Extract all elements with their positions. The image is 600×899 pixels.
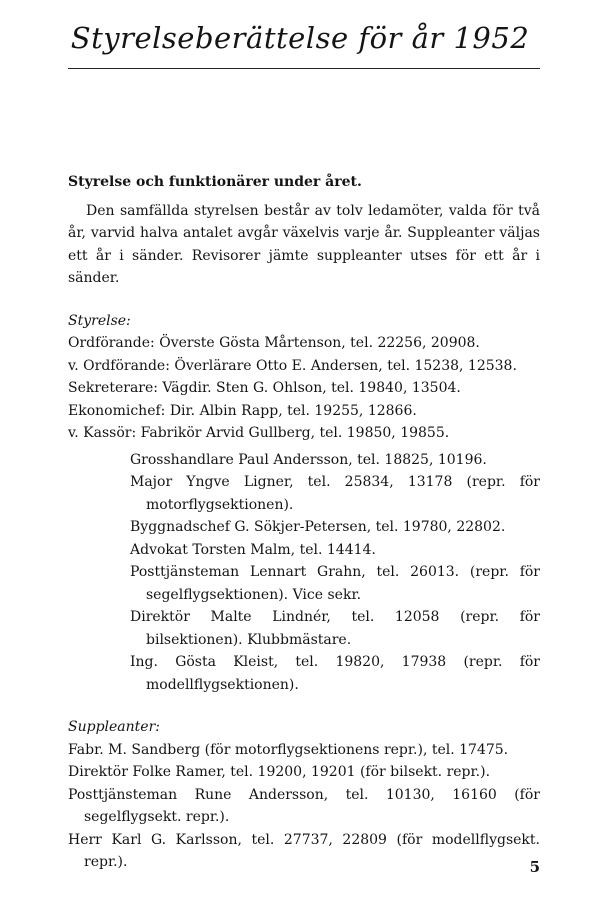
- officer-entry: v. Kassör: Fabrikör Arvid Gullberg, tel. 19850, 19855.: [68, 425, 450, 441]
- member-entry: Byggnadschef G. Sökjer-Petersen, tel. 19780, 22802.: [130, 519, 506, 535]
- member-entry: Posttjänsteman Lennart Grahn, tel. 26013. (repr. för segelflygsektionen). Vice sekr.: [130, 564, 540, 603]
- deputy-entry: Posttjänsteman Rune Andersson, tel. 10130, 16160 (för segelflygsekt. repr.).: [68, 786, 540, 825]
- officers-list: [68, 332, 540, 445]
- page-title: Styrelseberättelse för år 1952: [70, 21, 530, 55]
- document-body: [68, 171, 540, 874]
- officer-entry: Ekonomichef: Dir. Albin Rapp, tel. 19255, 12866.: [68, 402, 417, 419]
- member-entry: Major Yngve Ligner, tel. 25834, 13178 (repr. för motorflygsektionen).: [130, 474, 540, 513]
- deputy-entry: Herr Karl G. Karlsson, tel. 27737, 22809 (för modellflygsekt. repr.).: [68, 831, 540, 870]
- member-entry: Advokat Torsten Malm, tel. 14414.: [130, 541, 376, 558]
- deputies-list: [68, 739, 540, 874]
- officer-entry: Ordförande: Överste Gösta Mårtenson, tel. 22256, 20908.: [68, 335, 480, 351]
- officer-entry: Sekreterare: Vägdir. Sten G. Ohlson, tel. 19840, 13504.: [68, 380, 461, 396]
- board-label: Styrelse:: [68, 312, 131, 329]
- officer-entry: v. Ordförande: Överlärare Otto E. Andersen, tel. 15238, 12538.: [68, 357, 517, 374]
- deputy-entry: Direktör Folke Ramer, tel. 19200, 19201 (för bilsekt. repr.).: [68, 764, 491, 780]
- members-list: [68, 449, 540, 697]
- intro-paragraph: Den samfällda styrelsen består av tolv ledamöter, valda för två år, varvid halva antalet avgår växelvis varje år. Suppleanter väljas ett år i sänder. Revisorer jämte suppleanter utses för ett år i sänder.: [68, 202, 540, 286]
- deputy-entry: Fabr. M. Sandberg (för motorflygsektionens repr.), tel. 17475.: [68, 741, 509, 758]
- member-entry: Ing. Gösta Kleist, tel. 19820, 17938 (repr. för modellflygsektionen).: [130, 654, 540, 693]
- page-number: 5: [529, 858, 540, 876]
- member-entry: Direktör Malte Lindnér, tel. 12058 (repr. för bilsektionen). Klubbmästare.: [130, 609, 540, 648]
- section-heading: Styrelse och funktionärer under året.: [68, 174, 362, 190]
- title-divider: [68, 68, 540, 69]
- member-entry: Grosshandlare Paul Andersson, tel. 18825, 10196.: [130, 451, 487, 468]
- deputies-label: Suppleanter:: [68, 719, 160, 735]
